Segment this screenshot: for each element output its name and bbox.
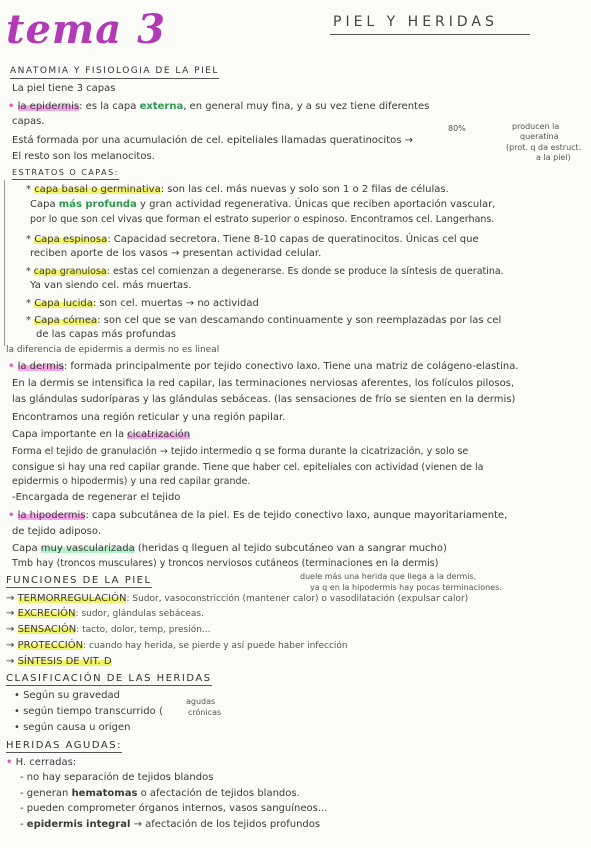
text-line: epidermis o hipodermis) y una red capilar grande.: [12, 476, 251, 487]
list-item: - no hay separación de tejidos blandos: [20, 772, 214, 783]
annotation: queratina: [520, 132, 559, 141]
text-line: de las capas más profundas: [36, 329, 176, 340]
list-item: - epidermis integral → afectación de los tejidos profundos: [20, 819, 321, 830]
text-line: → EXCRECIÓN: sudor, glándulas sebáceas.: [6, 608, 204, 619]
text-line: → SÍNTESIS DE VIT. D: [6, 656, 112, 667]
subject-heading: PIEL Y HERIDAS: [333, 14, 498, 30]
bullet-icon: •: [6, 757, 13, 768]
section-heading-anatomy: ANATOMIA Y FISIOLOGIA DE LA PIEL: [10, 66, 219, 79]
text-line: * capa basal o germinativa: son las cel. más nuevas y solo son 1 o 2 filas de células.: [26, 184, 449, 195]
section-heading-funciones: FUNCIONES DE LA PIEL: [6, 575, 152, 586]
text-line: reciben aporte de los vasos → presentan actividad celular.: [30, 248, 322, 259]
text-line: → PROTECCIÓN: cuando hay herida, se pierde y así puede haber infección: [6, 640, 348, 651]
text-line: • la dermis: formada principalmente por tejido conectivo laxo. Tiene una matriz de colágeno-elastina.: [8, 361, 519, 372]
section-heading-agudas: HERIDAS AGUDAS:: [6, 740, 122, 751]
annotation: agudas: [186, 697, 216, 706]
text-line: Tmb hay (troncos musculares) y troncos nerviosos cutáneos (terminaciones en la dermis): [12, 558, 439, 569]
text-line: consigue si hay una red capilar grande. Tiene que haber cel. epiteliales con actividad (vienen de la: [12, 462, 484, 473]
annotation: a la piel): [536, 153, 571, 162]
page-title: tema 3: [6, 6, 166, 53]
text-line: * Capa espinosa: Capacidad secretora. Tiene 8-10 capas de queratinocitos. Únicas cel que: [26, 234, 479, 245]
note-line: la diferencia de epidermis a dermis no es lineal: [6, 345, 220, 355]
text-line: El resto son los melanocitos.: [12, 151, 155, 162]
list-item: • H. cerradas:: [6, 757, 77, 768]
bracket-line: [4, 180, 5, 346]
text-line: las glándulas sudoríparas y las glándulas sebáceas. (las sensaciones de frío se sienten en la dermis): [12, 394, 516, 405]
section-heading-estratos: ESTRATOS O CAPAS:: [12, 167, 119, 180]
text-line: * Capa córnea: son cel que se van descamando continuamente y son reemplazadas por las cel: [26, 315, 502, 326]
list-item: - generan hematomas o afectación de tejidos blandos.: [20, 788, 300, 799]
text-line: Forma el tejido de granulación → tejido intermedio q se forma durante la cicatrización, y solo se: [12, 446, 469, 457]
text-line: Capa muy vascularizada (heridas q lleguen al tejido subcutáneo van a sangrar mucho): [12, 543, 447, 554]
text-line: capas.: [12, 116, 45, 127]
annotation: crónicas: [188, 708, 222, 717]
annotation: (prot. q da estruct.: [506, 143, 582, 152]
text-line: Ya van siendo cel. más muertas.: [30, 280, 192, 291]
list-item: • Según su gravedad: [14, 690, 120, 701]
text-line: La piel tiene 3 capas: [12, 83, 116, 94]
text-line: → SENSACIÓN: tacto, dolor, temp, presión...: [6, 624, 211, 635]
list-item: - pueden comprometer órganos internos, vasos sanguíneos...: [20, 803, 328, 814]
text-line: • la epidermis: es la capa externa, en general muy fina, y a su vez tiene diferentes: [8, 101, 430, 112]
text-line: * capa granulosa: estas cel comienzan a degenerarse. Es donde se produce la síntesis de queratina.: [26, 266, 504, 277]
annotation: ya q en la hipodermis hay pocas terminaciones.: [310, 583, 502, 592]
text-line: Está formada por una acumulación de cel. epiteliales llamadas queratinocitos →: [12, 135, 414, 146]
section-heading-clasificacion: CLASIFICACIÓN DE LAS HERIDAS: [6, 673, 212, 684]
text-line: Capa importante en la cicatrización: [12, 429, 191, 440]
text-line: * Capa lucida: son cel. muertas → no actividad: [26, 298, 259, 309]
text-line: -Encargada de regenerar el tejido: [12, 492, 181, 503]
bullet-icon: •: [8, 101, 15, 112]
text-line: por lo que son cel vivas que forman el estrato superior o espinoso. Encontramos cel. Langerhans.: [30, 214, 495, 225]
text-line: de tejido adiposo.: [12, 526, 102, 537]
text-line: → TERMORREGULACIÓN: Sudor, vasoconstricción (mantener calor) o vasodilatación (expulsar calor): [6, 593, 469, 604]
annotation: producen la: [512, 122, 560, 131]
subject-underline: [330, 34, 530, 35]
list-item: • según tiempo transcurrido ⟨: [14, 706, 163, 717]
text-line: Capa más profunda y gran actividad regenerativa. Únicas que reciben aportación vascular,: [30, 199, 496, 210]
list-item: • según causa u origen: [14, 722, 131, 733]
text-line: En la dermis se intensifica la red capilar, las terminaciones nerviosas aferentes, los folículos pilosos,: [12, 378, 515, 389]
bullet-icon: •: [8, 510, 15, 521]
annotation: 80%: [448, 124, 466, 133]
text-line: • la hipodermis: capa subcutánea de la piel. Es de tejido conectivo laxo, aunque mayoritariamente,: [8, 510, 508, 521]
text-line: Encontramos una región reticular y una región papilar.: [12, 412, 286, 423]
annotation: duele más una herida que llega a la dermis,: [300, 572, 477, 581]
bullet-icon: •: [8, 361, 15, 372]
